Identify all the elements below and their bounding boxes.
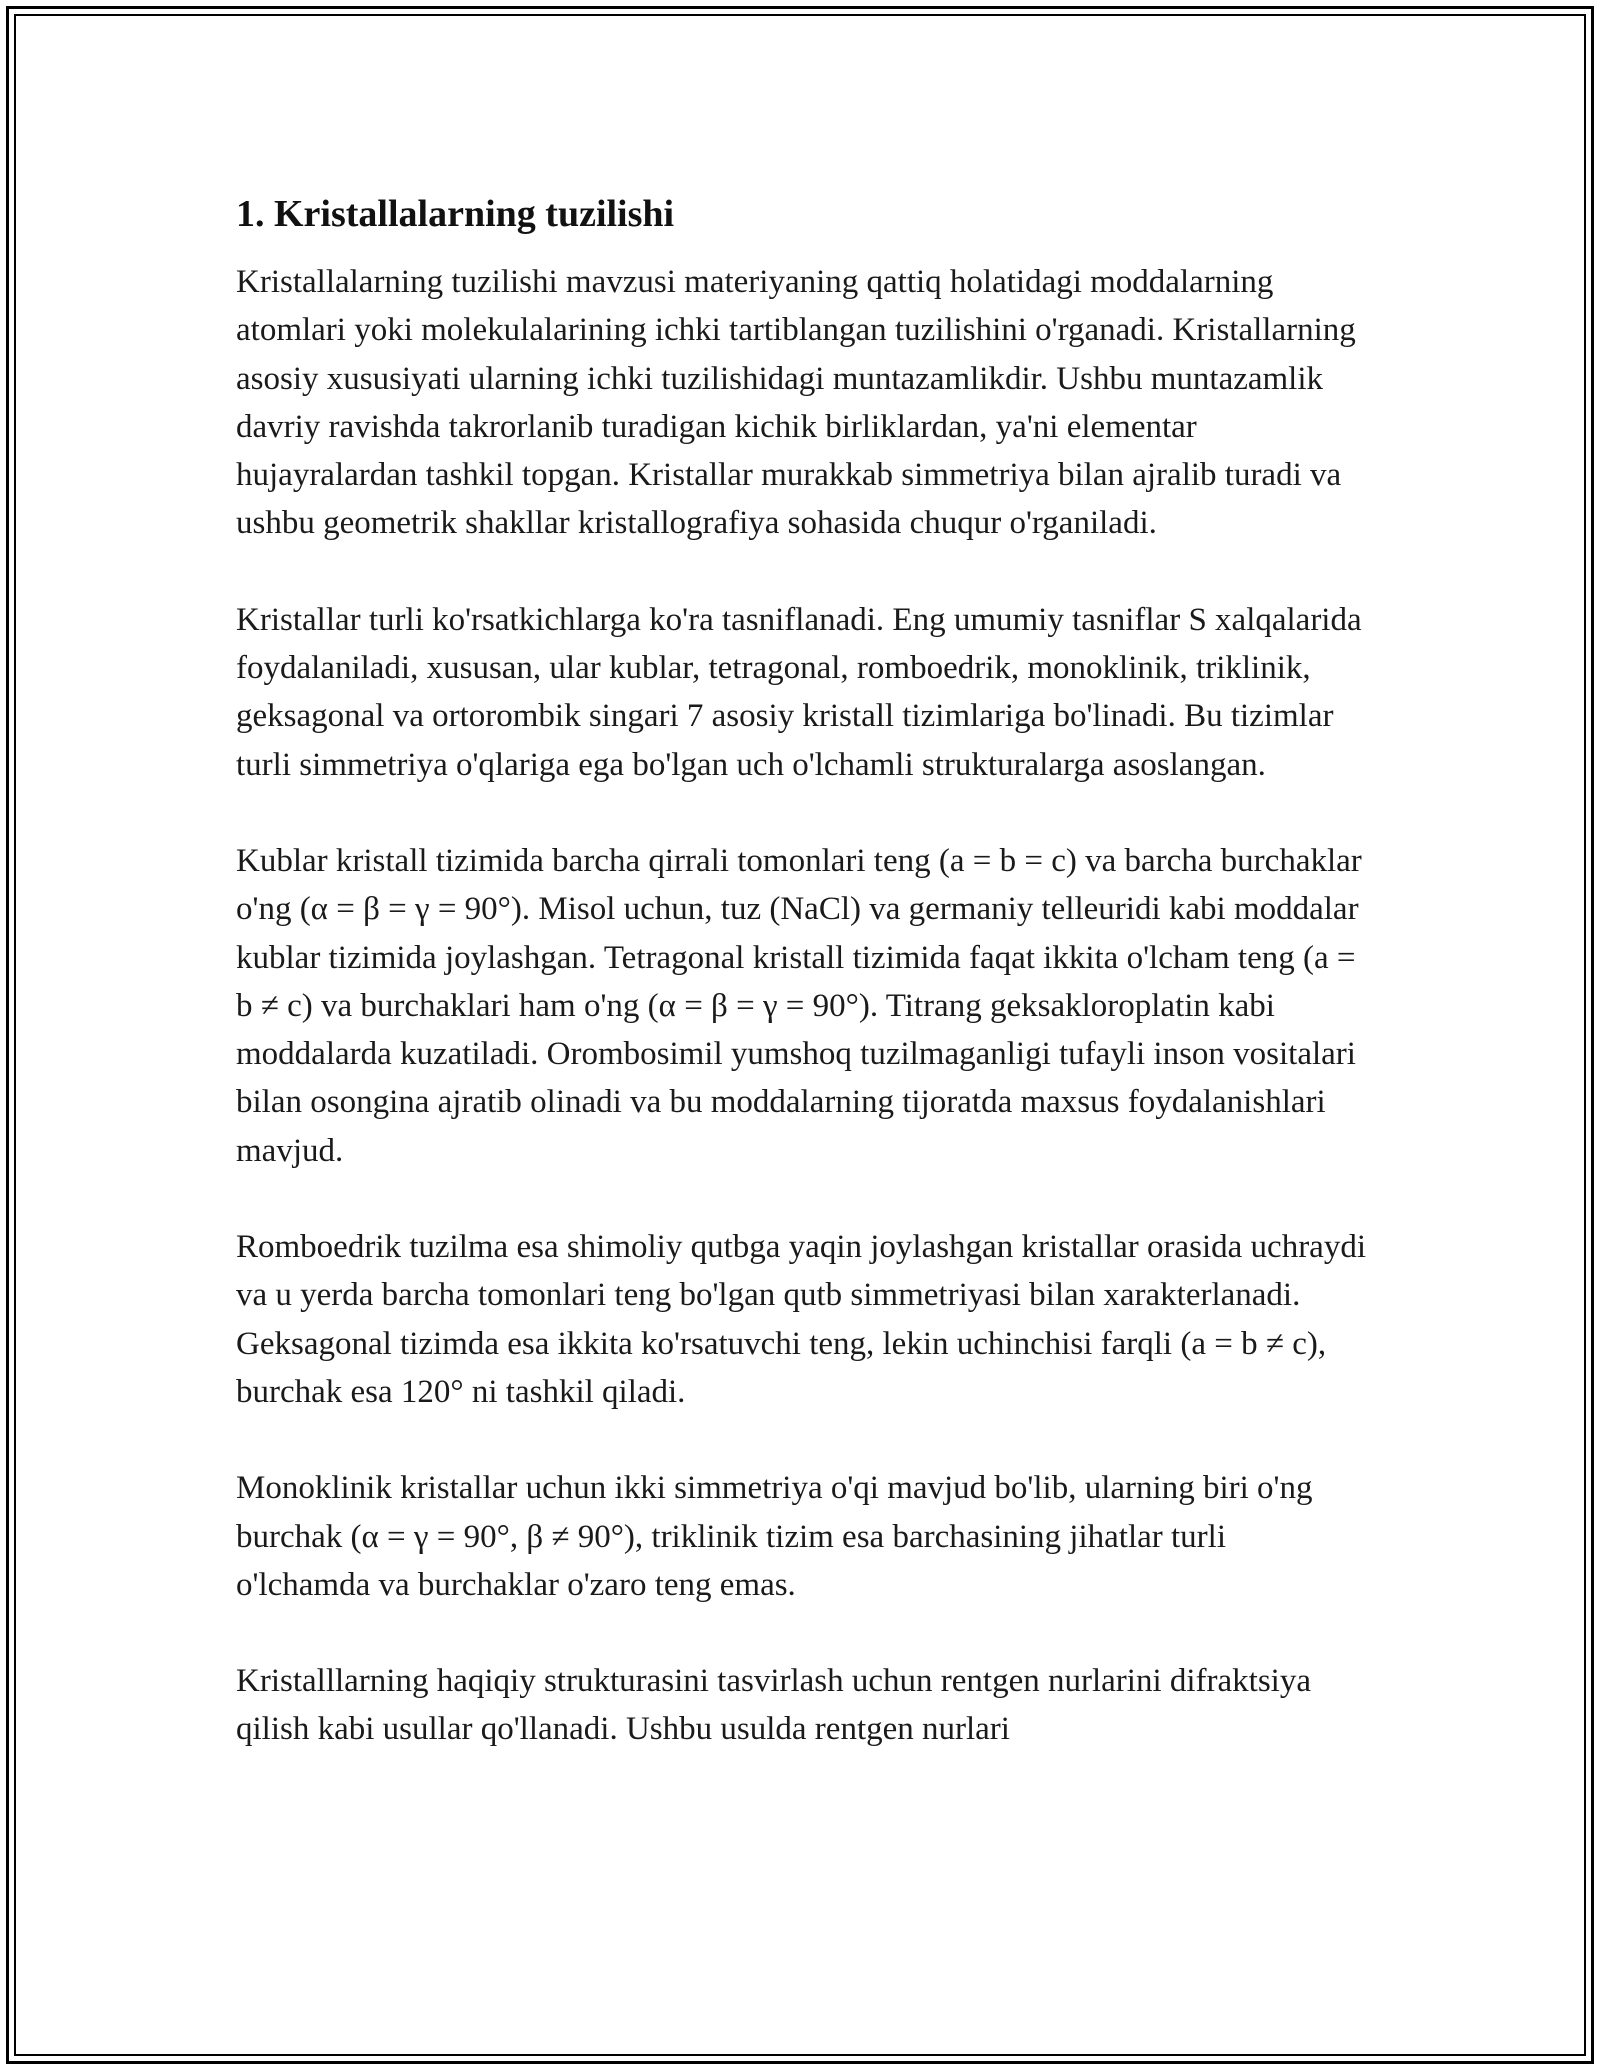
- section-heading: 1. Kristallalarning tuzilishi: [236, 193, 675, 235]
- paragraph-2: Kristallar turli ko'rsatkichlarga ko'ra tasniflanadi. Eng umumiy tasniflar S xalqalarida foydalaniladi, xususan, ular kublar, tetragonal, romboedrik, monoklinik, triklinik, geksagonal va ortorombik singari 7 asosiy kristall tizimlariga bo'linadi. Bu tizimlar turli simmetriya o'qlariga ega bo'lgan uch o'lchamli strukturalarga asoslangan.: [236, 601, 1362, 783]
- document-body: [236, 186, 1366, 1802]
- paragraph-3: Kublar kristall tizimida barcha qirrali tomonlari teng (a = b = c) va barcha burchaklar o'ng (α = β = γ = 90°). Misol uchun, tuz (NaCl) va germaniy telleuridi kabi moddalar kublar tizimida joylashgan. Tetragonal kristall tizimida faqat ikkita o'lcham teng (a = b ≠ c) va burchaklari ham o'ng (α = β = γ = 90°). Titrang geksakloroplatin kabi moddalarda kuzatiladi. Orombosimil yumshoq tuzilmaganligi tufayli inson vositalari bilan osongina ajratib olinadi va bu moddalarning tijoratda maxsus foydalanishlari mavjud.: [236, 842, 1362, 1169]
- paragraph-4: Romboedrik tuzilma esa shimoliy qutbga yaqin joylashgan kristallar orasida uchraydi va u yerda barcha tomonlari teng bo'lgan qutb simmetriyasi bilan xarakterlanadi. Geksagonal tizimda esa ikkita ko'rsatuvchi teng, lekin uchinchisi farqli (a = b ≠ c), burchak esa 120° ni tashkil qiladi.: [236, 1229, 1366, 1410]
- paragraph-1: Kristallalarning tuzilishi mavzusi materiyaning qattiq holatidagi moddalarning atomlari yoki molekulalarining ichki tartiblangan tuzilishini o'rganadi. Kristallarning asosiy xususiyati ularning ichki tuzilishidagi muntazamlikdir. Ushbu muntazamlik davriy ravishda takrorlanib turadigan kichik birliklardan, ya'ni elementar hujayralardan tashkil topgan. Kristallar murakkab simmetriya bilan ajralib turadi va ushbu geometrik shakllar kristallografiya sohasida chuqur o'rganiladi.: [236, 264, 1356, 542]
- paragraph-5: Monoklinik kristallar uchun ikki simmetriya o'qi mavjud bo'lib, ularning biri o'ng burchak (α = γ = 90°, β ≠ 90°), triklinik tizim esa barchasining jihatlar turli o'lchamda va burchaklar o'zaro teng emas.: [236, 1470, 1313, 1603]
- paragraph-6: Kristalllarning haqiqiy strukturasini tasvirlash uchun rentgen nurlarini difraktsiya qilish kabi usullar qo'llanadi. Ushbu usulda rentgen nurlari: [236, 1663, 1311, 1748]
